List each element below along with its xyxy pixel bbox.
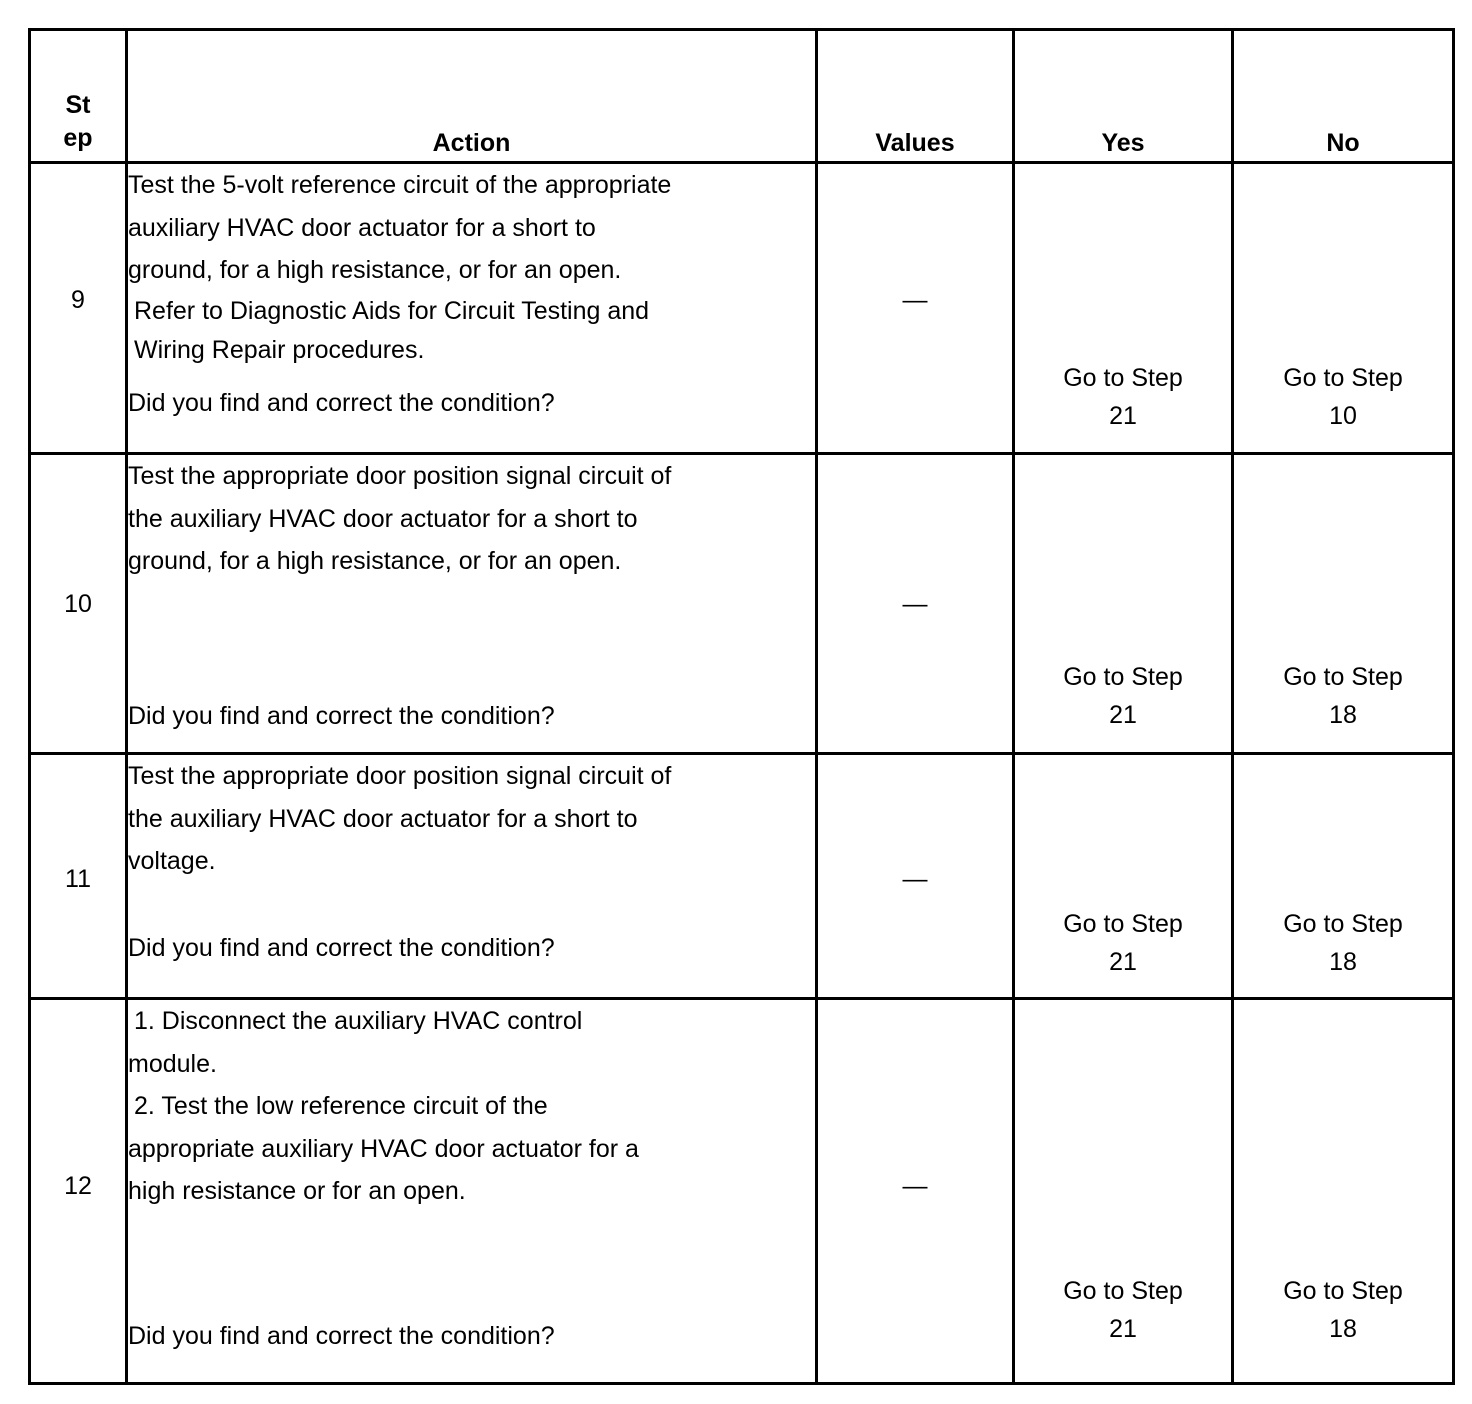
action-line bbox=[128, 1255, 815, 1297]
diagnostic-procedure-table bbox=[28, 28, 1455, 1385]
column-header-no: No bbox=[1233, 30, 1454, 163]
yes-branch-cell bbox=[1014, 999, 1233, 1384]
action-cell bbox=[127, 754, 817, 999]
yes-branch-cell bbox=[1014, 454, 1233, 754]
action-line bbox=[128, 883, 815, 917]
no-branch-line2: 18 bbox=[1329, 948, 1357, 976]
column-header-yes: Yes bbox=[1014, 30, 1233, 163]
action-line bbox=[128, 625, 815, 667]
yes-branch-cell bbox=[1014, 163, 1233, 454]
action-cell bbox=[127, 454, 817, 754]
table-row bbox=[30, 754, 1454, 999]
action-line: auxiliary HVAC door actuator for a short to bbox=[128, 213, 596, 242]
action-question: Did you find and correct the condition? bbox=[128, 933, 555, 962]
no-branch-line1: Go to Step bbox=[1283, 663, 1403, 691]
no-branch-line2: 10 bbox=[1329, 402, 1357, 430]
step-number-cell: 11 bbox=[30, 754, 127, 999]
values-cell: — bbox=[817, 163, 1014, 454]
action-cell bbox=[127, 163, 817, 454]
step-number-cell: 9 bbox=[30, 163, 127, 454]
column-header-action: Action bbox=[127, 30, 817, 163]
table-row bbox=[30, 163, 1454, 454]
step-number-cell: 10 bbox=[30, 454, 127, 754]
no-branch-line2: 18 bbox=[1329, 1315, 1357, 1343]
yes-branch-line2: 21 bbox=[1109, 701, 1137, 729]
no-branch-line1: Go to Step bbox=[1283, 1277, 1403, 1305]
yes-branch-line2: 21 bbox=[1109, 402, 1137, 430]
table-row bbox=[30, 999, 1454, 1384]
no-branch-cell bbox=[1233, 999, 1454, 1384]
no-branch-line2: 18 bbox=[1329, 701, 1357, 729]
yes-branch-line1: Go to Step bbox=[1063, 1277, 1183, 1305]
table-header-row bbox=[30, 30, 1454, 163]
action-line: Test the appropriate door position signal circuit of bbox=[128, 762, 672, 790]
action-line: ground, for a high resistance, or for an open. bbox=[128, 547, 622, 575]
action-question: Did you find and correct the condition? bbox=[128, 388, 555, 417]
action-line: the auxiliary HVAC door actuator for a short to bbox=[128, 504, 638, 533]
action-line: appropriate auxiliary HVAC door actuator for a bbox=[128, 1134, 639, 1163]
yes-branch-line1: Go to Step bbox=[1063, 663, 1183, 691]
action-line: module. bbox=[128, 1049, 217, 1078]
action-line: voltage. bbox=[128, 847, 216, 875]
action-question: Did you find and correct the condition? bbox=[128, 701, 555, 730]
no-branch-line1: Go to Step bbox=[1283, 364, 1403, 392]
column-header-step-line1: St bbox=[65, 91, 91, 119]
no-branch-cell bbox=[1233, 163, 1454, 454]
no-branch-line1: Go to Step bbox=[1283, 910, 1403, 938]
table-row bbox=[30, 454, 1454, 754]
action-line: Test the 5-volt reference circuit of the appropriate bbox=[128, 171, 672, 199]
no-branch-cell bbox=[1233, 754, 1454, 999]
action-line: high resistance or for an open. bbox=[128, 1177, 466, 1205]
yes-branch-line2: 21 bbox=[1109, 948, 1137, 976]
action-line: Refer to Diagnostic Aids for Circuit Testing and bbox=[134, 296, 650, 325]
action-line: Wiring Repair procedures. bbox=[134, 336, 425, 365]
yes-branch-cell bbox=[1014, 754, 1233, 999]
step-number-cell: 12 bbox=[30, 999, 127, 1384]
action-line: 1. Disconnect the auxiliary HVAC control bbox=[134, 1007, 583, 1035]
action-question: Did you find and correct the condition? bbox=[128, 1321, 555, 1350]
values-cell: — bbox=[817, 999, 1014, 1384]
action-line: the auxiliary HVAC door actuator for a short to bbox=[128, 804, 638, 833]
values-cell: — bbox=[817, 754, 1014, 999]
action-line bbox=[128, 1213, 815, 1255]
yes-branch-line2: 21 bbox=[1109, 1315, 1137, 1343]
column-header-values: Values bbox=[817, 30, 1014, 163]
column-header-step bbox=[30, 30, 127, 163]
action-line: Test the appropriate door position signal circuit of bbox=[128, 462, 672, 490]
no-branch-cell bbox=[1233, 454, 1454, 754]
yes-branch-line1: Go to Step bbox=[1063, 910, 1183, 938]
values-cell: — bbox=[817, 454, 1014, 754]
action-cell bbox=[127, 999, 817, 1384]
action-line: ground, for a high resistance, or for an open. bbox=[128, 256, 622, 284]
action-line bbox=[128, 583, 815, 625]
column-header-step-line2: ep bbox=[63, 124, 93, 152]
action-line: 2. Test the low reference circuit of the bbox=[134, 1092, 548, 1120]
yes-branch-line1: Go to Step bbox=[1063, 364, 1183, 392]
